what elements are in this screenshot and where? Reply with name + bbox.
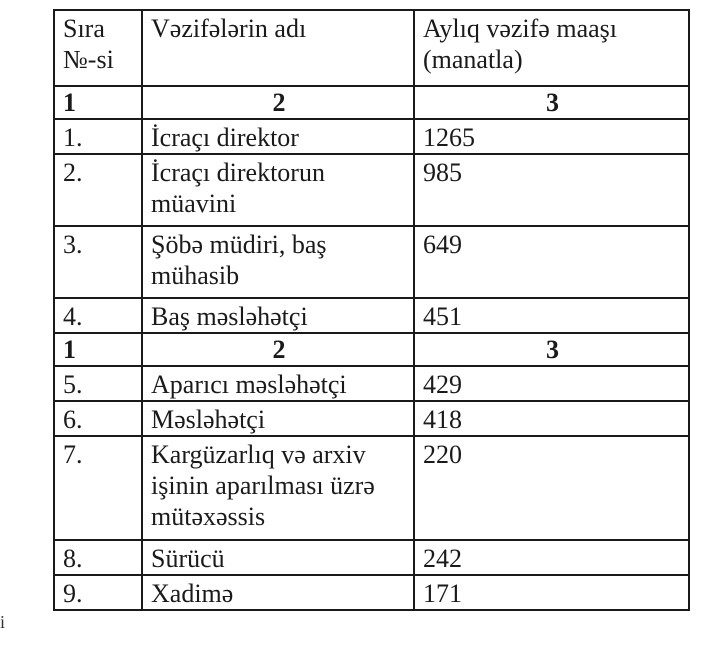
- salary-table: [53, 9, 690, 611]
- table-row: [54, 540, 689, 575]
- header-row: [54, 10, 689, 86]
- table-row: [54, 401, 689, 436]
- salary-value: 1265: [414, 119, 689, 154]
- position-title: Sürücü: [142, 540, 414, 575]
- row-number: 5.: [54, 366, 142, 401]
- table-row: [54, 575, 689, 610]
- table-row: [54, 226, 689, 298]
- header-salary: Aylıq vəzifə maaşı (manatla): [414, 10, 689, 86]
- header-position: Vəzifələrin adı: [142, 10, 414, 86]
- position-title: Xadimə: [142, 575, 414, 610]
- column-index-row: [54, 86, 689, 119]
- position-title: Kargüzarlıq və arxiv işinin aparılması üzrə mütəxəssis: [142, 436, 414, 540]
- position-title: Baş məsləhətçi: [142, 298, 414, 333]
- position-title: Aparıcı məsləhətçi: [142, 366, 414, 401]
- salary-value: 418: [414, 401, 689, 436]
- column-index-cell: 1: [54, 86, 142, 119]
- table-row: [54, 119, 689, 154]
- salary-value: 171: [414, 575, 689, 610]
- row-number: 8.: [54, 540, 142, 575]
- table-row: [54, 436, 689, 540]
- position-title: İcraçı direktor: [142, 119, 414, 154]
- column-index-row: [54, 333, 689, 366]
- column-index-cell: 2: [142, 86, 414, 119]
- column-index-cell: 3: [414, 333, 689, 366]
- row-number: 6.: [54, 401, 142, 436]
- position-title: İcraçı direktorun müavini: [142, 154, 414, 226]
- column-index-cell: 3: [414, 86, 689, 119]
- header-number: Sıra №-si: [54, 10, 142, 86]
- row-number: 1.: [54, 119, 142, 154]
- table-row: [54, 154, 689, 226]
- salary-value: 985: [414, 154, 689, 226]
- column-index-cell: 2: [142, 333, 414, 366]
- salary-value: 649: [414, 226, 689, 298]
- row-number: 2.: [54, 154, 142, 226]
- position-title: Məsləhətçi: [142, 401, 414, 436]
- margin-fragment: i: [0, 612, 6, 632]
- salary-value: 429: [414, 366, 689, 401]
- position-title: Şöbə müdiri, baş mühasib: [142, 226, 414, 298]
- row-number: 4.: [54, 298, 142, 333]
- table-row: [54, 298, 689, 333]
- row-number: 3.: [54, 226, 142, 298]
- salary-value: 220: [414, 436, 689, 540]
- salary-value: 242: [414, 540, 689, 575]
- column-index-cell: 1: [54, 333, 142, 366]
- table-row: [54, 366, 689, 401]
- salary-value: 451: [414, 298, 689, 333]
- row-number: 9.: [54, 575, 142, 610]
- row-number: 7.: [54, 436, 142, 540]
